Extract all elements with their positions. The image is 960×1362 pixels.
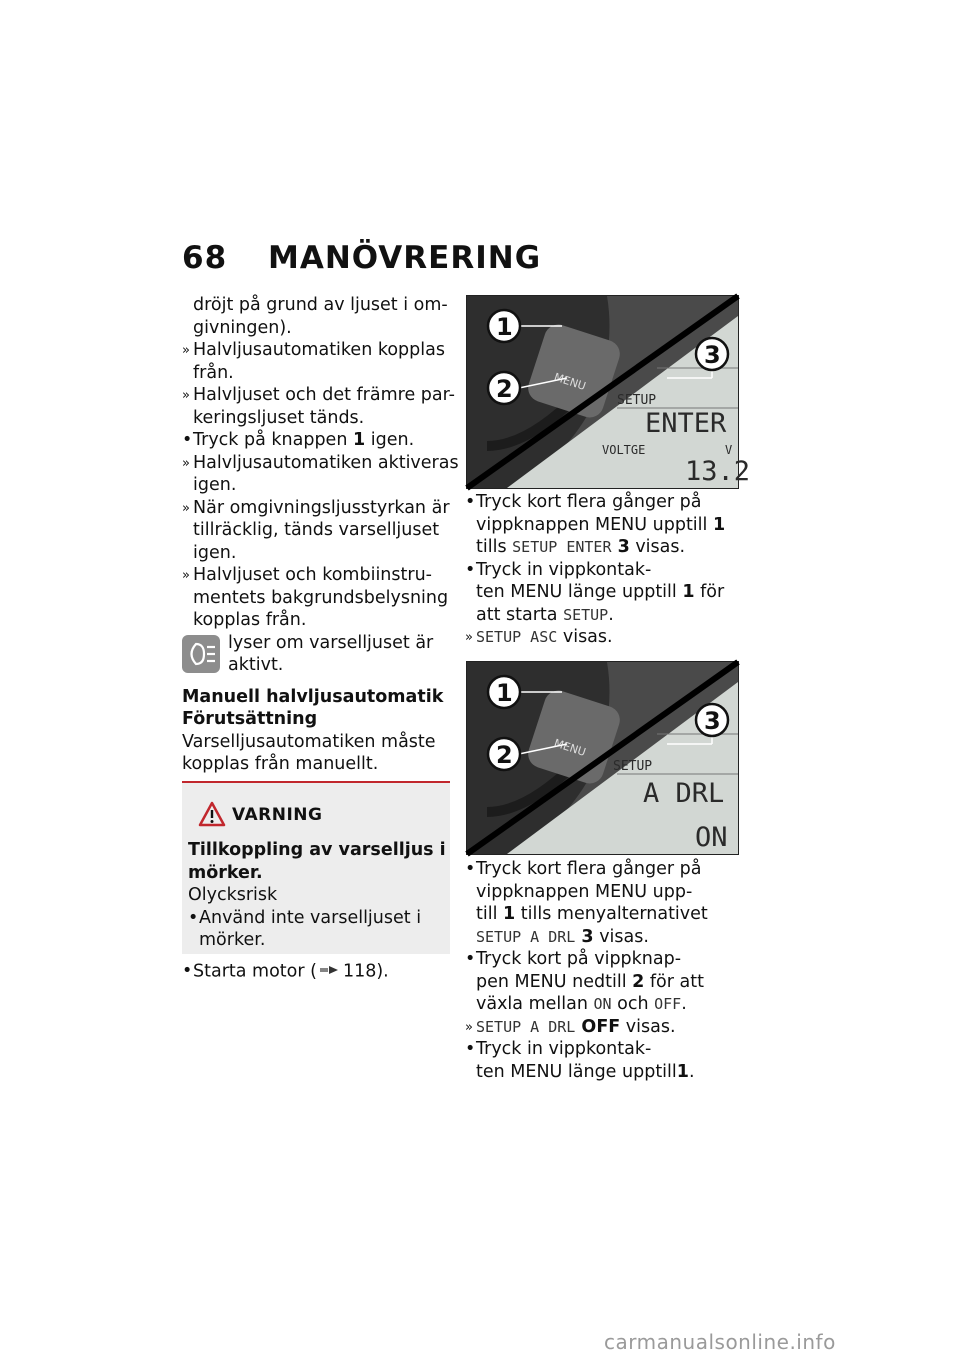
text-line: vippknappen MENU upp-: [476, 881, 693, 902]
svg-text:SETUP: SETUP: [617, 393, 657, 408]
result-item: » Halvljuset och kombiinstru-: [182, 564, 450, 587]
svg-text:ENTER: ENTER: [645, 408, 727, 439]
instrument-photo-setup-enter: [466, 295, 751, 489]
svg-text:A DRL: A DRL: [643, 778, 725, 809]
svg-text:2: 2: [496, 375, 513, 403]
result-marker-icon: »: [465, 1019, 473, 1035]
step-item: • Tryck på knappen 1 igen.: [182, 430, 415, 450]
footer-watermark: carmanualsonline.info: [604, 1330, 836, 1354]
svg-text:V: V: [725, 443, 733, 457]
result-item: » Halvljusautomatiken aktiveras: [182, 452, 450, 475]
warning-box: [182, 781, 450, 954]
text-line: till 1 tills menyalternativet: [476, 904, 708, 924]
bullet-icon: •: [465, 559, 476, 580]
text-line: mentets bakgrundsbelysning: [193, 587, 449, 608]
step-item: • Tryck kort flera gånger på: [465, 492, 702, 512]
svg-text:3: 3: [704, 341, 721, 369]
result-item: » Halvljusautomatiken kopplas: [182, 339, 450, 362]
result-item: » SETUP ASC visas.: [465, 626, 740, 649]
svg-text:2: 2: [496, 741, 513, 769]
warning-body: [188, 839, 446, 952]
bullet-icon: •: [465, 1039, 476, 1059]
result-item: » SETUP A DRL OFF visas.: [465, 1016, 740, 1039]
text-line: Varselljusautomatiken måste: [182, 731, 436, 752]
bullet-icon: •: [465, 492, 476, 512]
svg-text:3: 3: [704, 707, 721, 735]
text-line: igen.: [193, 475, 237, 495]
warning-bullet: • Använd inte varselljuset i: [188, 907, 422, 928]
warning-triangle-icon: [198, 801, 226, 831]
text-line: från.: [193, 362, 234, 383]
text-line: ten MENU länge upptill 1 för: [476, 582, 725, 602]
svg-text:1: 1: [496, 679, 513, 707]
svg-text:VOLTGE: VOLTGE: [602, 443, 646, 457]
svg-text:ON: ON: [695, 822, 728, 853]
step-item: • Tryck in vippkontak-: [465, 559, 652, 580]
warning-label: VARNING: [232, 805, 323, 825]
warning-title: mörker.: [188, 862, 263, 883]
result-item: » Halvljuset och det främre par-: [182, 384, 450, 407]
svg-text:MENU: MENU: [552, 370, 588, 393]
text-line: att starta SETUP.: [476, 604, 614, 625]
left-column: [182, 294, 459, 776]
text-line: givningen).: [193, 317, 292, 338]
step-item: • Tryck kort på vippknap-: [465, 949, 682, 969]
section-heading: Manuell halvljusautomatik: [182, 686, 444, 707]
text-line: dröjt på grund av ljuset i om-: [193, 295, 448, 315]
page-reference-arrow-icon: [320, 960, 340, 983]
text-line: ten MENU länge upptill1.: [476, 1061, 695, 1082]
bullet-icon: •: [188, 907, 199, 928]
right-column-bottom: [465, 858, 740, 1083]
page-number: 68: [182, 240, 228, 276]
page-title: MANÖVRERING: [268, 240, 542, 276]
result-marker-icon: »: [182, 500, 190, 516]
right-column-top: [465, 491, 740, 649]
text-line: mörker.: [199, 930, 266, 950]
text-line: vippknappen MENU upptill 1: [476, 514, 726, 535]
result-marker-icon: »: [182, 568, 190, 583]
text-line: aktivt.: [228, 655, 284, 675]
text-line: tills SETUP ENTER 3 visas.: [476, 537, 686, 557]
indicator-row: [182, 632, 450, 678]
svg-text:SETUP: SETUP: [613, 759, 653, 774]
daytime-running-light-icon: [182, 635, 220, 673]
subsection-heading: Förutsättning: [182, 709, 318, 729]
svg-text:MENU: MENU: [552, 736, 588, 759]
instrument-photo-setup-drl: [466, 661, 739, 855]
step-item: • Tryck kort flera gånger på: [465, 859, 702, 879]
bullet-icon: •: [182, 430, 193, 450]
text-line: tillräcklig, tänds varselljuset: [193, 520, 440, 540]
warning-title: Tillkoppling av varselljus i: [188, 840, 446, 860]
warning-risk: Olycksrisk: [188, 885, 278, 905]
result-marker-icon: »: [182, 455, 190, 471]
result-marker-icon: »: [182, 388, 190, 403]
result-item: » När omgivningsljusstyrkan är: [182, 497, 450, 520]
text-line: växla mellan ON och OFF.: [476, 994, 687, 1014]
text-line: keringsljuset tänds.: [193, 407, 365, 428]
svg-text:13.2: 13.2: [685, 456, 751, 487]
bullet-icon: •: [465, 949, 476, 969]
step-item: • Tryck in vippkontak-: [465, 1039, 652, 1059]
svg-text:1: 1: [496, 313, 513, 341]
text-line: kopplas från.: [193, 610, 307, 630]
left-column-bottom: [182, 960, 450, 983]
text-line: igen.: [193, 542, 237, 563]
text-line: pen MENU nedtill 2 för att: [476, 971, 704, 992]
bullet-icon: •: [465, 859, 476, 879]
result-marker-icon: »: [465, 630, 473, 645]
text-line: lyser om varselljuset är: [228, 632, 434, 653]
step-item: • Starta motor ( 118).: [182, 961, 389, 982]
bullet-icon: •: [182, 961, 193, 981]
page-reference[interactable]: 118: [342, 961, 377, 982]
result-marker-icon: »: [182, 343, 190, 358]
text-line: SETUP A DRL 3 visas.: [476, 926, 649, 947]
text-line: kopplas från manuellt.: [182, 754, 379, 774]
